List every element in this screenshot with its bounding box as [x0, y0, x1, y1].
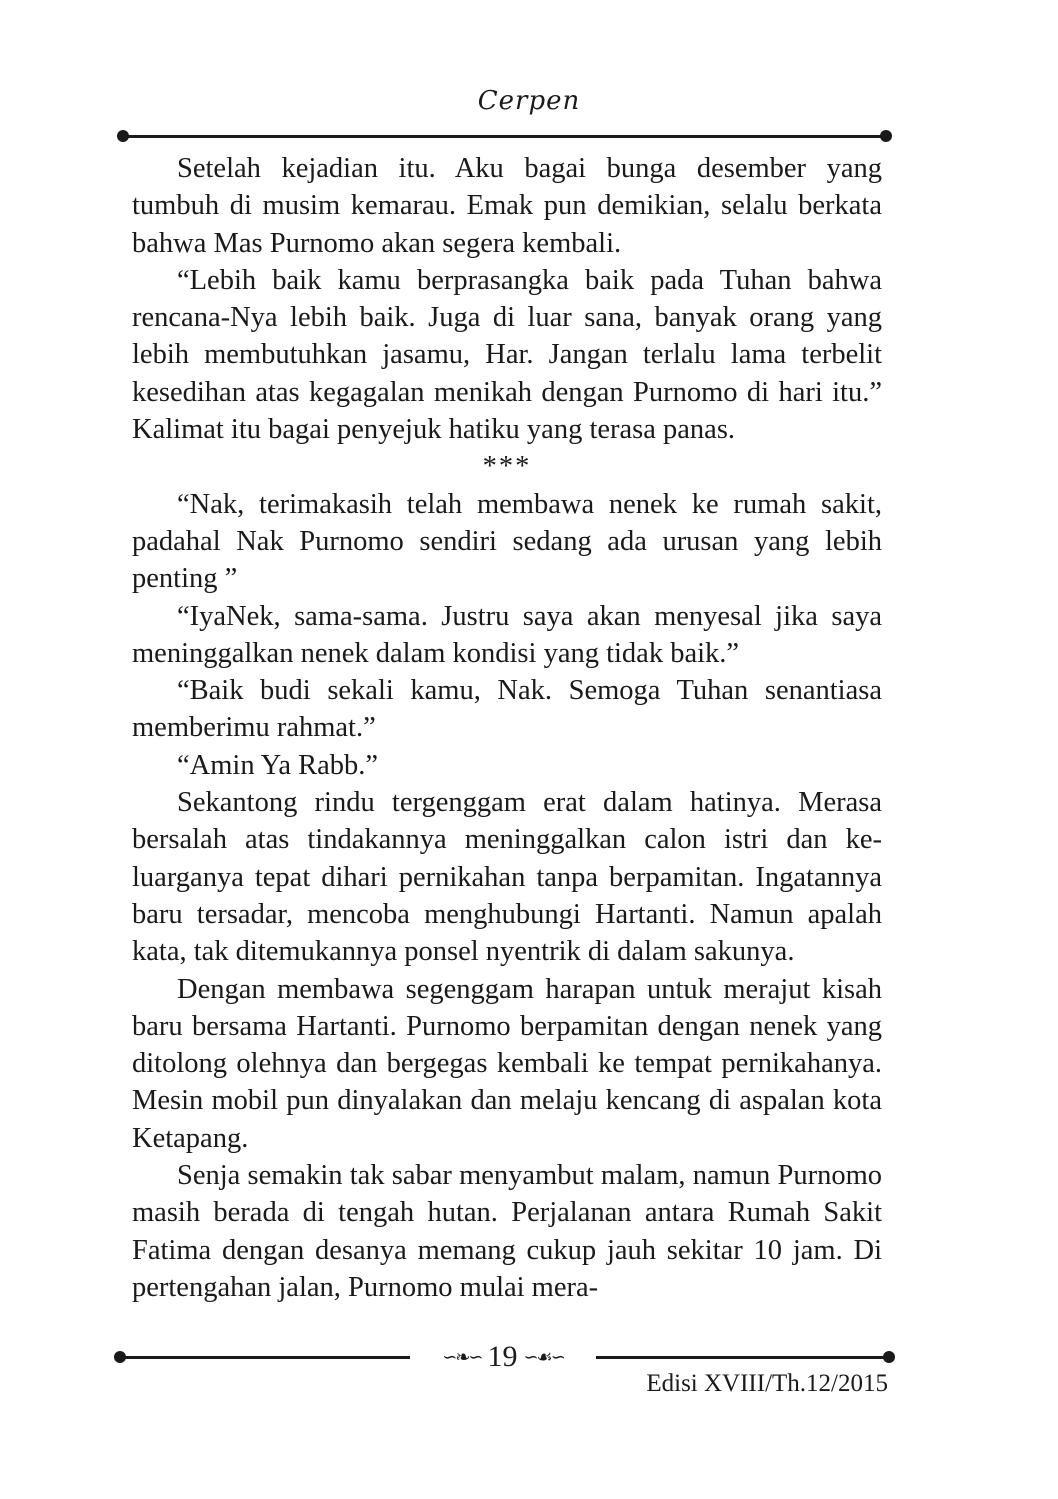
paragraph: “Baik budi sekali kamu, Nak. Semoga Tuhan senantiasa memberimu rahmat.” — [132, 675, 882, 744]
paragraph: “Amin Ya Rabb.” — [177, 749, 379, 781]
header-rule-left-dot — [117, 130, 129, 142]
page-number: 19 — [487, 1340, 518, 1373]
page-header-title: Cerpen — [477, 86, 581, 116]
footer-rule-left-dot — [114, 1351, 126, 1363]
paragraph: Sekantong rindu tergenggam erat dalam hatinya. Merasa bersalah atas tindakannya meninggalkan calon istri dan keluarganya tepat dihari pernikahan tanpa berpamitan. Ingatannya baru tersadar, mencoba menghubungi Hartanti. Namun apalah kata, tak ditemukannya ponsel nyentrik di dalam sakunya. — [132, 787, 882, 968]
header-rule-right-dot — [880, 130, 892, 142]
paragraph: “Lebih baik kamu berprasangka baik pada Tuhan bahwa rencana-Nya lebih baik. Juga di luar sana, banyak orang yang lebih membutuhkan jasamu, Har. Jangan terlalu lama terbelit kesedihan atas kegagalan menikah dengan Purnomo di hari itu.” Kalimat itu bagai penyejuk hatiku yang terasa panas. — [132, 264, 882, 446]
paragraph: Dengan membawa segenggam harapan untuk merajut kisah baru bersama Hartanti. Purnomo berpamitan dengan nenek yang ditolong olehnya dan bergegas kembali ke tempat pernikahanya. Mesin mobil pun dinyalakan dan melaju kencang di aspalan kota Ketapang. — [132, 973, 882, 1154]
edition-label: Edisi XVIII/Th.12/2015 — [646, 1370, 888, 1397]
header-rule — [122, 135, 887, 138]
flourish-right-icon: ∽☙∽ — [523, 1347, 564, 1367]
section-separator: *** — [482, 451, 532, 483]
article-body — [132, 150, 882, 1306]
flourish-left-icon: ∽❧∽ — [442, 1347, 482, 1367]
footer-rule-right-dot — [883, 1351, 895, 1363]
paragraph: “IyaNek, sama-sama. Justru saya akan menyesal jika saya meninggalkan nenek dalam kondisi yang tidak baik.” — [132, 600, 882, 669]
page-number-ornament — [410, 1338, 596, 1376]
paragraph: “Nak, terimakasih telah membawa nenek ke rumah sakit, padahal Nak Purnomo sendiri sedang ada urusan yang lebih penting ” — [132, 488, 882, 595]
paragraph: Setelah kejadian itu. Aku bagai bunga desember yang tumbuh di musim kemarau. Emak pun demikian, selalu berkata bahwa Mas Purnomo akan segera kembali. — [132, 153, 882, 259]
paragraph: Senja semakin tak sabar menyambut malam, namun Purnomo masih berada di tengah hutan. Perjalanan antara Rumah Sakit Fatima dengan desanya memang cukup jauh sekitar 10 jam. Di pertengahan jalan, Purnomo mulai mera- — [132, 1160, 882, 1303]
